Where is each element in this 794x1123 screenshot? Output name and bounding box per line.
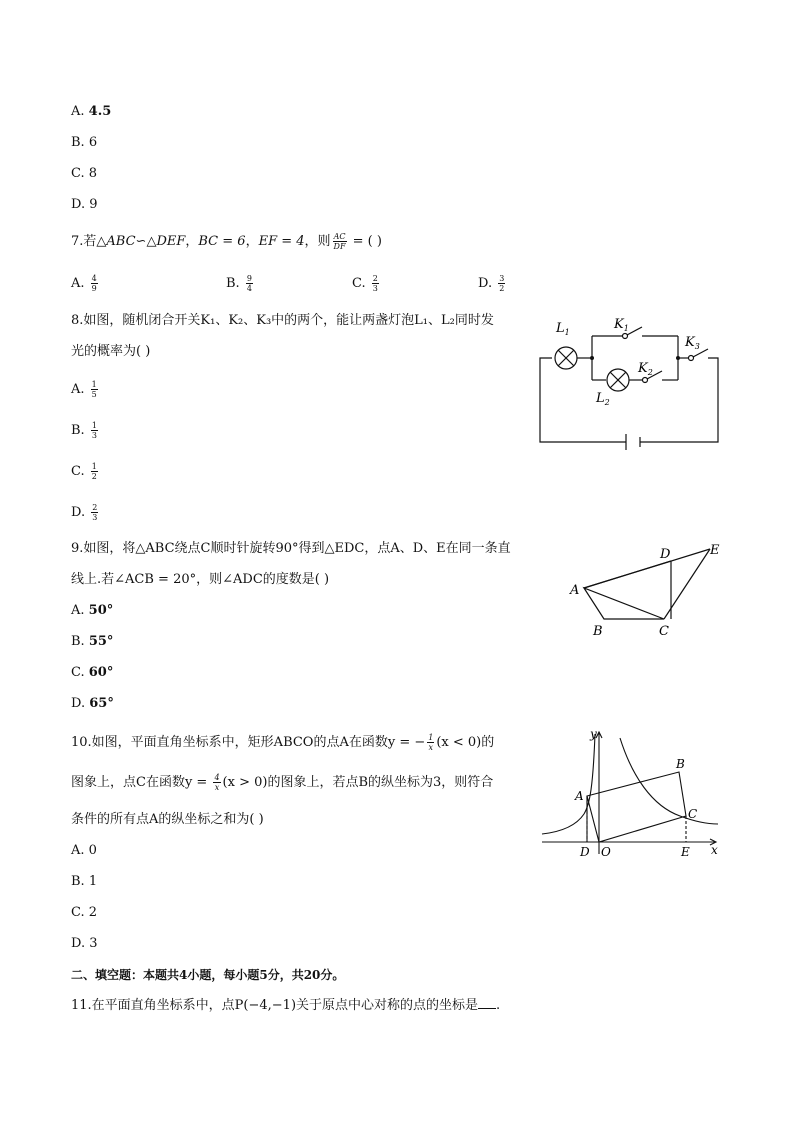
- q9-option-a: A. 50°: [71, 603, 114, 618]
- label-C: C: [659, 624, 669, 639]
- q8-option-a: A. $\frac{1}{5}$: [71, 380, 97, 399]
- q8-option-c: C. $\frac{1}{2}$: [71, 462, 97, 481]
- label-D: D: [580, 845, 590, 859]
- label-O: O: [601, 845, 611, 859]
- label-D: D: [660, 547, 671, 562]
- label-E: E: [681, 845, 690, 859]
- label-K2: $K_2$: [638, 361, 653, 377]
- q10-option-a: A. 0: [71, 843, 97, 858]
- label-A: A: [575, 789, 584, 803]
- q8-circuit-diagram: [530, 310, 730, 450]
- q7-option-b: B. $\frac{9}{4}$: [226, 274, 252, 293]
- label-C: C: [688, 807, 698, 821]
- q6-option-d: D. 9: [71, 197, 98, 212]
- q6-option-a: A. 4.5: [71, 104, 112, 119]
- label-E: E: [710, 543, 720, 558]
- q9-option-d: D. 65°: [71, 696, 114, 711]
- label-y-axis: y: [590, 727, 597, 741]
- label-x-axis: x: [711, 843, 718, 857]
- q10-option-d: D. 3: [71, 936, 98, 951]
- q9-question-line1: 9.如图，将△ABC绕点C顺时针旋转90°得到△EDC，点A、D、E在同一条直: [71, 541, 511, 556]
- label-B: B: [593, 624, 603, 639]
- q10-coordinate-diagram: [540, 726, 725, 861]
- q7-option-d: D. $\frac{3}{2}$: [478, 274, 505, 293]
- q7-question: 7.若△ABC∽△DEF，BC = 6，EF = 4，则 $\frac{AC}{DF}$ = ( ): [71, 232, 382, 251]
- q10-question-line2: 图象上，点C在函数y = $\frac{4}{x}$ (x > 0)的图象上，若点B的纵坐标为3，则符合: [71, 773, 494, 792]
- q9-option-c: C. 60°: [71, 665, 114, 680]
- q7-option-c: C. $\frac{2}{3}$: [352, 274, 378, 293]
- q6-option-b: B. 6: [71, 135, 98, 150]
- q8-question-line2: 光的概率为( ): [71, 344, 151, 359]
- q10-option-c: C. 2: [71, 905, 98, 920]
- label-K1: $K_1$: [614, 317, 629, 333]
- q9-option-b: B. 55°: [71, 634, 114, 649]
- q8-option-d: D. $\frac{2}{3}$: [71, 503, 98, 522]
- q8-question-line1: 8.如图，随机闭合开关K₁、K₂、K₃中的两个，能让两盏灯泡L₁、L₂同时发: [71, 313, 494, 328]
- label-L1: $L_1$: [556, 321, 570, 337]
- label-B: B: [676, 757, 685, 771]
- q7-fraction: $\frac{AC}{DF}$: [333, 232, 346, 251]
- q10-question-line1: 10.如图，平面直角坐标系中，矩形ABCO的点A在函数y = − $\frac{1}{x}$ (x < 0)的: [71, 733, 495, 752]
- q7-option-a: A. $\frac{4}{9}$: [71, 274, 97, 293]
- q9-rotation-diagram: [560, 540, 730, 640]
- q8-option-b: B. $\frac{1}{3}$: [71, 421, 97, 440]
- q9-question-line2: 线上.若∠ACB = 20°，则∠ADC的度数是( ): [71, 572, 330, 587]
- q11-question: 11.在平面直角坐标系中，点P(−4,−1)关于原点中心对称的点的坐标是 .: [71, 998, 501, 1013]
- label-K3: $K_3$: [685, 335, 700, 351]
- q10-question-line3: 条件的所有点A的纵坐标之和为( ): [71, 812, 264, 827]
- label-A: A: [570, 583, 580, 598]
- q6-option-c: C. 8: [71, 166, 98, 181]
- q10-option-b: B. 1: [71, 874, 98, 889]
- section-heading-fill-in: 二、填空题：本题共4小题，每小题5分，共20分。: [71, 968, 345, 982]
- label-L2: $L_2$: [596, 391, 610, 407]
- q11-answer-blank[interactable]: [478, 996, 496, 1009]
